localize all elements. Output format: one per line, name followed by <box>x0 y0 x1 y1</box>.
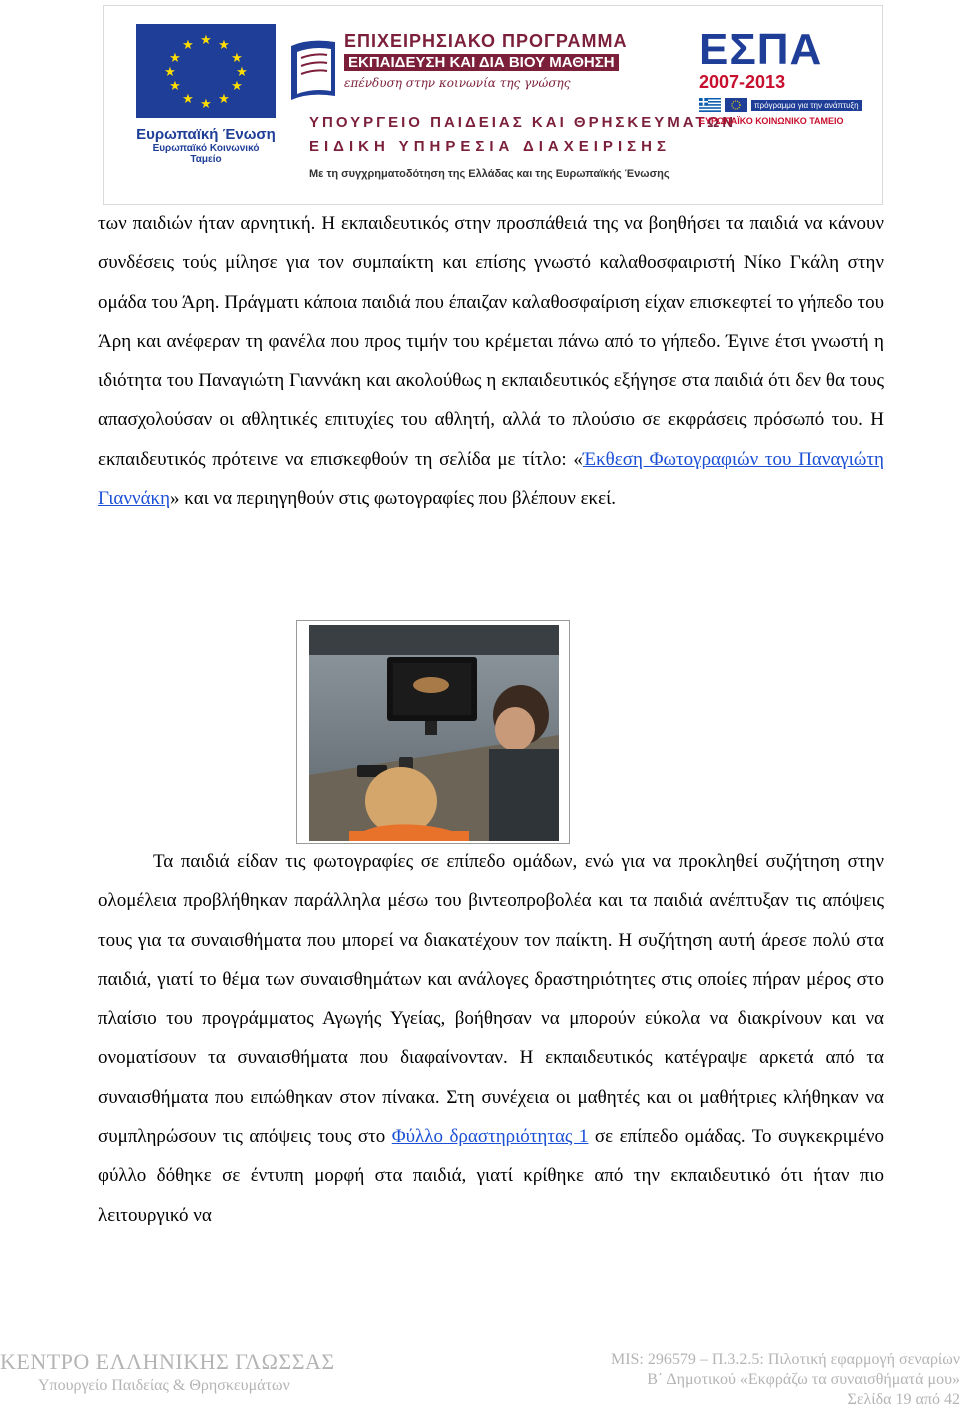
svg-text:★: ★ <box>231 51 243 66</box>
svg-text:★: ★ <box>200 33 212 48</box>
svg-text:★: ★ <box>231 79 243 94</box>
eu-logo <box>136 24 286 165</box>
body-paragraph-1 <box>98 204 884 518</box>
op-subtitle: ΕΚΠΑΙΔΕΥΣΗ ΚΑΙ ΔΙΑ ΒΙΟΥ ΜΑΘΗΣΗ <box>344 54 619 71</box>
espa-years: 2007-2013 <box>699 72 786 92</box>
op-motto: επένδυση στην κοινωνία της γνώσης <box>344 76 571 90</box>
eu-mini-flag-icon <box>725 98 747 112</box>
footer-left <box>0 1348 350 1396</box>
footer-ministry: Υπουργείο Παιδείας & Θρησκευμάτων <box>38 1377 290 1394</box>
para2-text-end: σε επίπεδο ομάδας. Το συγκεκριμένο φύλλο δόθηκε σε έντυπη μορφή στα παιδιά, γιατί κρίθηκε από την εκπαιδευτικό ότι ήταν πιο λειτουργικό να <box>98 1126 884 1226</box>
footer-page-number: Σελίδα 19 από 42 <box>847 1391 960 1408</box>
ministry-name: ΥΠΟΥΡΓΕΙΟ ΠΑΙΔΕΙΑΣ ΚΑΙ ΘΡΗΣΚΕΥΜΑΤΩΝ <box>309 114 737 131</box>
footer-mis: MIS: 296579 – Π.3.2.5: Πιλοτική εφαρμογή σεναρίων <box>610 1351 960 1368</box>
espa-name: ΕΣΠΑ <box>699 25 823 74</box>
greek-flag-icon <box>699 98 721 112</box>
svg-text:★: ★ <box>218 38 230 53</box>
eu-flag-icon <box>136 24 276 118</box>
children-at-computer-image <box>309 625 559 841</box>
activity-sheet-link[interactable]: Φύλλο δραστηριότητας 1 <box>391 1126 589 1148</box>
para2-text-start: Τα παιδιά είδαν τις φωτογραφίες σε επίπεδο ομάδων, ενώ για να προκληθεί συζήτηση στην ολομέλεια προβλήθηκαν παράλληλα μέσω του βιντεοπροβολέα και τα παιδιά ανέπτυξαν τις απόψεις τους για τα συναισθήματα που μπορεί να διακατέχουν τον παίκτη. Η συζήτηση αυτή άρεσε πολύ στα παιδιά, γιατί το θέμα των συναισθημάτων και ανάλογες δραστηριότητες στις οποίες πήραν μέρος στο πλαίσιο του προγράμματος Αγωγής Υγείας, βοήθησαν να μπορούν εύκολα να διακρίνουν και να ονοματίσουν τα συναισθήματα που διαφαίνονταν. Η εκπαιδευτικός κατέγραψε αρκετά από τα συναισθήματα που ειπώθηκαν στον πίνακα. Στη συνέχεια οι μαθητές και οι μαθήτριες κλήθηκαν να συμπληρώσουν τις απόψεις τους στο <box>98 851 884 1148</box>
svg-text:★: ★ <box>169 79 181 94</box>
classroom-photo <box>296 620 570 844</box>
svg-text:★: ★ <box>200 97 212 112</box>
special-service-name: ΕΙΔΙΚΗ ΥΠΗΡΕΣΙΑ ΔΙΑΧΕΙΡΙΣΗΣ <box>309 138 671 155</box>
photo-exhibition-link[interactable]: Έκθεση Φωτογραφιών του Παναγιώτη Γιαννάκη <box>98 448 884 510</box>
espa-logo <box>699 25 869 126</box>
svg-text:★: ★ <box>182 38 194 53</box>
espa-fund-name: ΕΥΡΩΠΑΪΚΟ ΚΟΙΝΩΝΙΚΟ ΤΑΜΕΙΟ <box>699 116 844 126</box>
operational-programme-logo <box>344 30 704 90</box>
footer-organization: ΚΕΝΤΡΟ ΕΛΛΗΝΙΚΗΣ ΓΛΩΣΣΑΣ <box>0 1349 335 1374</box>
para1-text-end: » και να περιηγηθούν στις φωτογραφίες που βλέπουν εκεί. <box>170 488 616 510</box>
footer-scenario: Β΄ Δημοτικού «Εκφράζω τα συναισθήματά μου» <box>647 1371 960 1388</box>
eu-fund-name: Ευρωπαϊκό Κοινωνικό Ταμείο <box>152 143 260 165</box>
cofunding-statement: Με τη συγχρηματοδότηση της Ελλάδας και της Ευρωπαϊκής Ένωσης <box>309 168 670 180</box>
svg-text:★: ★ <box>169 51 181 66</box>
eu-name: Ευρωπαϊκή Ένωση <box>136 126 276 143</box>
op-title: ΕΠΙΧΕΙΡΗΣΙΑΚΟ ΠΡΟΓΡΑΜΜΑ <box>344 31 628 51</box>
svg-text:★: ★ <box>218 92 230 107</box>
para1-text-start: των παιδιών ήταν αρνητική. Η εκπαιδευτικός στην προσπάθειά της να βοηθήσει τα παιδιά να κάνουν συνδέσεις τούς μίλησε για τον συμπαίκτη και επίσης γνωστό καλαθοσφαιριστή Νίκο Γκάλη στην ομάδα του Άρη. Πράγματι κάποια παιδιά που έπαιζαν καλαθοσφαίριση είχαν επισκεφτεί το γήπεδο του Άρη και ανέφεραν τη φανέλα που προς τιμήν του κρέμεται πάνω από το γήπεδο. Έγινε έτσι γνωστή η ιδιότητα του Παναγιώτη Γιαννάκη και ακολούθως η εκπαιδευτικός εξήγησε στα παιδιά ότι δεν θα τους απασχολούσαν οι αθλητικές επιτυχίες του αθλητή, αλλά το πλούσιο σε εκφράσεις πρόσωπό του. Η εκπαιδευτικός πρότεινε να επισκεφθούν τη σελίδα με τίτλο: « <box>98 213 884 470</box>
header-banner <box>103 5 883 205</box>
svg-text:★: ★ <box>164 65 176 80</box>
body-paragraph-2 <box>98 842 884 1235</box>
svg-text:★: ★ <box>236 65 248 80</box>
espa-flag-row <box>699 98 869 112</box>
svg-text:★: ★ <box>182 92 194 107</box>
espa-tagline: πρόγραμμα για την ανάπτυξη <box>751 100 862 111</box>
footer-right <box>520 1350 960 1410</box>
open-book-icon <box>287 36 339 106</box>
